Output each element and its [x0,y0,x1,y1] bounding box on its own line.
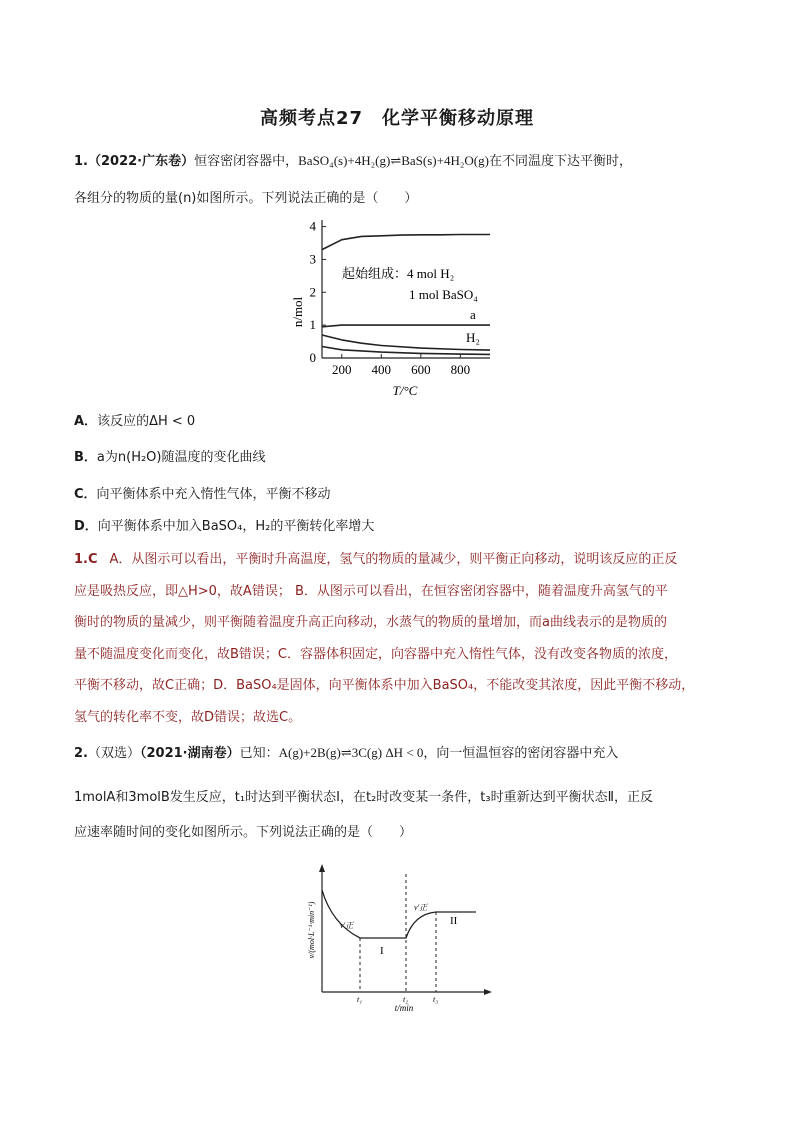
q1-source: （2022·广东卷） [87,154,195,169]
q1-xtick-label: 800 [450,362,471,377]
q2-chart [300,862,500,1012]
q1-answer-line-4: 量不随温度变化而变化，故B错误；C．容器体积固定，向容器中充入惰性气体，没有改变各物质的浓度， [74,646,677,662]
q1-stem-a: 恒容密闭容器中， [194,154,299,169]
q1-option-d: D．向平衡体系中加入BaSO₄，H₂的平衡转化率增大 [74,519,375,534]
q2-number: 2. [74,746,88,761]
q1-stem-line2: 各组分的物质的量(n)如图所示。下列说法正确的是（ ） [74,191,418,206]
q1-chart-annotation-2: 1 mol BaSO₄ [409,287,478,302]
q2-stem-line1 [74,742,618,761]
q1-chart-label-h2: H₂ [466,330,480,345]
q1-answer-line-6: 氢气的转化率不变，故D错误；故选C。 [74,709,302,725]
q1-xtick-label: 600 [411,362,431,377]
q2-tag: （双选） [87,746,140,761]
q2-stem-a: 已知： [239,746,279,761]
q1-answer-line-2: 应是吸热反应，即△H>0，故A错误； B．从图示可以看出，在恒容密闭容器中，随着温度升高氢气的平 [74,583,668,599]
q2-curve-label-1: v′正 [340,921,354,930]
q1-ytick-label: 2 [309,284,316,300]
q2-xtick-t2: t₂ [403,995,409,1004]
q2-source: （2021·湖南卷） [140,746,240,761]
q2-y-arrow [319,864,325,872]
q2-stem-b: ，向一恒温恒容的密闭容器中充入 [423,746,619,761]
q2-xlabel: t/min [394,1003,414,1012]
q1-ytick-label: 1 [309,317,316,333]
q1-ytick-label: 4 [309,218,316,234]
q1-option-a: A．该反应的ΔH < 0 [74,414,196,429]
q1-xtick-label: 200 [332,362,352,377]
q2-curve-label-2: v′正 [414,903,428,912]
q2-reaction: A(g)+2B(g)⇌3C(g) ΔH < 0 [278,745,424,760]
q1-stem-b: 在不同温度下达平衡时， [488,154,632,169]
q1-chart-label-a: a [470,307,476,322]
q1-number: 1. [74,154,88,169]
q2-stem-line2: 1molA和3molB发生反应，t₁时达到平衡状态I，在t₂时改变某一条件，t₃时重新达到平衡状态Ⅱ，正反 [74,790,653,805]
q2-xtick-t1: t₁ [357,995,363,1004]
q1-chart-annotation-1: 起始组成：4 mol H₂ [342,266,455,281]
q2-rate-curve [322,890,476,938]
q1-chart-ylabel: n/mol [290,296,305,328]
q2-ylabel: v/(mol·L⁻¹·min⁻¹) [307,901,316,959]
q1-series-a [322,325,490,327]
q1-xtick-label: 400 [371,362,392,377]
q1-reaction: BaSO₄(s)+4H₂(g)⇌BaS(s)+4H₂O(g) [298,153,489,168]
q1-answer-line-5: 平衡不移动，故C正确；D．BaSO₄是固体，向平衡体系中加入BaSO₄，不能改变其浓度，因此平衡不移动， [74,678,695,693]
q1-answer-line-1: 1.C A．从图示可以看出，平衡时升高温度，氢气的物质的量减少，则平衡正向移动，说明该反应的正反 [74,552,678,567]
q1-series-H₂ [322,335,490,350]
q2-stem-line3: 应速率随时间的变化如图所示。下列说法正确的是（ ） [74,825,413,840]
q1-answer-label: 1.C [74,552,98,567]
q2-region-2: II [450,915,458,927]
q1-series-top [322,235,490,250]
q1-option-b: B．a为n(H₂O)随温度的变化曲线 [74,450,266,465]
q2-region-1: I [380,945,384,957]
q1-chart [280,212,510,402]
page-title: 高频考点27 化学平衡移动原理 [259,108,535,129]
q1-option-c: C．向平衡体系中充入惰性气体，平衡不移动 [74,487,331,502]
q2-xtick-t3: t₃ [433,995,439,1004]
q1-ytick-label: 0 [309,350,316,365]
q1-ytick-label: 3 [309,251,316,267]
q1-chart-xlabel: T/°C [392,383,418,398]
q1-answer [74,544,726,733]
q2-x-arrow [484,989,492,995]
q1-stem-line1 [74,150,632,169]
q1-answer-line-3: 衡时的物质的量减少，则平衡随着温度升高正向移动，水蒸气的物质的量增加，而a曲线表示的是物质的 [74,615,667,630]
